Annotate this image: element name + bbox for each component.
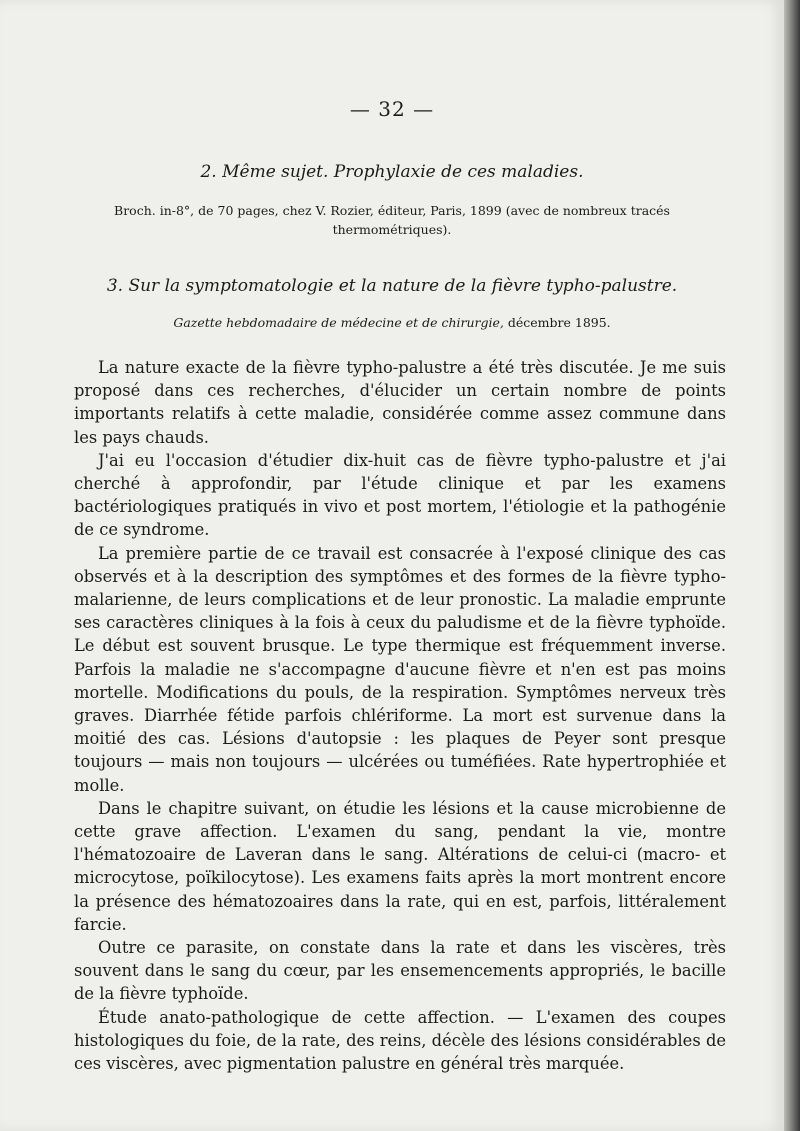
body-text bbox=[74, 356, 726, 1075]
page-edge-shadow bbox=[784, 0, 800, 1131]
entry-3-title: 3. Sur la symptomatologie et la nature de la fièvre typho-palustre. bbox=[106, 276, 678, 296]
entry-3-source bbox=[0, 313, 784, 332]
paragraph-1: La nature exacte de la fièvre typho-palustre a été très discutée. Je me suis proposé dans ces recherches, d'élucider un certain nombre de points importants relatifs à cette maladie, considérée comme assez commune dans les pays chauds. bbox=[74, 358, 726, 447]
entry-2-meta-line-1: Broch. in-8°, de 70 pages, chez V. Rozier, éditeur, Paris, 1899 (avec de nombreux tracés bbox=[114, 203, 670, 218]
entry-2-title: 2. Même sujet. Prophylaxie de ces maladies. bbox=[200, 162, 584, 182]
paragraph-6: Étude anato-pathologique de cette affection. — L'examen des coupes histologiques du foie, de la rate, des reins, décèle des lésions considérables de ces viscères, avec pigmentation palustre en général très marquée. bbox=[74, 1007, 726, 1074]
paragraph-4: Dans le chapitre suivant, on étudie les lésions et la cause microbienne de cette grave affection. L'examen du sang, pendant la vie, montre l'hématozoaire de Laveran dans le sang. Altérations de celui-ci (macro- et microcytose, poïkilocytose). Les examens faits après la mort montrent encore la présence des hématozoaires dans la rate, qui en est, parfois, littéralement farcie. bbox=[74, 798, 726, 934]
entry-3-journal: Gazette hebdomadaire de médecine et de chirurgie, bbox=[173, 315, 504, 330]
entry-2-publication-info bbox=[0, 201, 784, 239]
entry-2-meta-line-2: thermométriques). bbox=[332, 222, 452, 237]
entry-3-date: décembre 1895. bbox=[507, 315, 611, 330]
paragraph-2: J'ai eu l'occasion d'étudier dix-huit cas de fièvre typho-palustre et j'ai cherché à approfondir, par l'étude clinique et par les examens bactériologiques pratiqués in vivo et post mortem, l'étiologie et la pathogénie de ce syndrome. bbox=[74, 450, 726, 540]
page-number: — 32 — bbox=[349, 97, 435, 121]
paragraph-5: Outre ce parasite, on constate dans la rate et dans les viscères, très souvent dans le sang du cœur, par les ensemencements appropriés, le bacille de la fièvre typhoïde. bbox=[74, 938, 726, 1004]
paragraph-3: La première partie de ce travail est consacrée à l'exposé clinique des cas observés et à la description des symptômes et des formes de la fièvre typho-malarienne, de leurs complications et de leur pronostic. La maladie emprunte ses caractères cliniques à la fois à ceux du paludisme et de la fièvre typhoïde. Le début est souvent brusque. Le type thermique est fréquemment inverse. Parfois la maladie ne s'accompagne d'aucune fièvre et n'en est pas moins mortelle. Modifications du pouls, de la respiration. Symptômes nerveux très graves. Diarrhée fétide parfois chlériforme. La mort est survenue dans la moitié des cas. Lésions d'autopsie : les plaques de Peyer sont presque toujours — mais non toujours — ulcérées ou tuméfiées. Rate hypertrophiée et molle. bbox=[74, 543, 726, 795]
